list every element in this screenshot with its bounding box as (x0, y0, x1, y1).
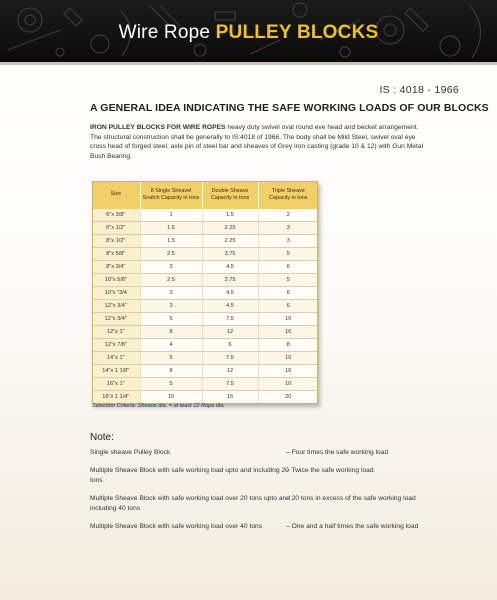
cell-size: 6"x 3/8" (92, 209, 140, 222)
header-size: Size (92, 181, 140, 209)
note-item-left: Multiple Sheave Block with safe working load over 40 tons (90, 523, 263, 530)
cell-size: 12"x 3/4" (92, 313, 140, 326)
note-item-left: Single sheave Pulley Block (90, 449, 171, 456)
cell-single-capacity: 1 (140, 209, 202, 222)
cell-triple-capacity: 10 (258, 313, 318, 326)
cell-triple-capacity: 5 (258, 274, 318, 287)
banner-title-highlight: PULLEY BLOCKS (215, 22, 379, 43)
note-item-right: – Twice the safe working load (286, 467, 374, 474)
banner-divider (0, 62, 497, 65)
banner-title-plain: Wire Rope (118, 22, 211, 43)
note-item-right: – Four times the safe working load (286, 449, 389, 456)
table-body (92, 209, 318, 404)
table-row (92, 287, 318, 300)
cell-size: 16"x 1" (92, 378, 140, 391)
cell-double-capacity: 4.5 (202, 300, 258, 313)
intro-body: heavy duty swivel oval round eve head and becket arrangement. The structural construction shall be generally to IS:4018 of 1966. The body shall be Mild Steel, swivel oval eye cross head of forged steel, axle pin of steel bar and sheaves of Grey iron casting (grade 10 & 12) with Gun Metal Bush Bearing. (90, 124, 424, 160)
cell-size: 6"x 1/2" (92, 222, 140, 235)
cell-double-capacity: 12 (202, 365, 258, 378)
cell-size: 8"x 1/2" (92, 235, 140, 248)
cell-triple-capacity: 16 (258, 365, 318, 378)
table-row (92, 313, 318, 326)
cell-double-capacity: 2.25 (202, 235, 258, 248)
intro-lead: IRON PULLEY BLOCKS FOR WIRE ROPES (90, 124, 226, 131)
cell-triple-capacity: 10 (258, 378, 318, 391)
cell-triple-capacity: 20 (258, 391, 318, 404)
table-row (92, 352, 318, 365)
cell-triple-capacity: 2 (258, 209, 318, 222)
cell-triple-capacity: 5 (258, 248, 318, 261)
note-item-left: Multiple Sheave Block with safe working load over 20 tons upto and including 40 tons (90, 495, 290, 512)
cell-triple-capacity: 10 (258, 352, 318, 365)
header-banner (0, 0, 497, 62)
cell-single-capacity: 10 (140, 391, 202, 404)
cell-double-capacity: 6 (202, 339, 258, 352)
banner-title (0, 22, 497, 44)
cell-double-capacity: 2.25 (202, 222, 258, 235)
cell-single-capacity: 3 (140, 261, 202, 274)
cell-single-capacity: 4 (140, 339, 202, 352)
cell-single-capacity: 2.5 (140, 248, 202, 261)
table-header-row (92, 181, 318, 209)
cell-size: 10"x "3/4 (92, 287, 140, 300)
cell-single-capacity: 3 (140, 300, 202, 313)
cell-size: 10"x 5/8" (92, 274, 140, 287)
header-double-sheave: Double Sheave Capacity in tons (202, 181, 258, 209)
cell-size: 12"x 7/8" (92, 339, 140, 352)
cell-single-capacity: 8 (140, 326, 202, 339)
cell-size: 12"x 3/4" (92, 300, 140, 313)
cell-size: 8"x 5/8" (92, 248, 140, 261)
capacity-table (92, 181, 318, 404)
cell-triple-capacity: 3 (258, 222, 318, 235)
table-row (92, 339, 318, 352)
note-item-right: – 20 tons in excess of the safe working load (286, 495, 416, 502)
cell-triple-capacity: 8 (258, 339, 318, 352)
cell-double-capacity: 12 (202, 326, 258, 339)
table-row (92, 248, 318, 261)
header-single-sheave: 8 Single Sheavel Snatch Capacity in tons (140, 181, 202, 209)
table-row (92, 378, 318, 391)
cell-single-capacity: 1.5 (140, 222, 202, 235)
cell-double-capacity: 15 (202, 391, 258, 404)
cell-single-capacity: 3 (140, 287, 202, 300)
cell-double-capacity: 4.5 (202, 287, 258, 300)
capacity-table-container (92, 181, 318, 404)
cell-single-capacity: 5 (140, 352, 202, 365)
note-title: Note: (90, 432, 114, 443)
cell-double-capacity: 7.5 (202, 378, 258, 391)
table-row (92, 391, 318, 404)
cell-single-capacity: 2.5 (140, 274, 202, 287)
cell-size: 8"x 3/4" (92, 261, 140, 274)
cell-double-capacity: 3.75 (202, 248, 258, 261)
cell-single-capacity: 5 (140, 378, 202, 391)
note-item-right: – One and a half times the safe working load (286, 523, 419, 530)
cell-triple-capacity: 6 (258, 261, 318, 274)
table-row (92, 365, 318, 378)
table-row (92, 235, 318, 248)
cell-double-capacity: 7.5 (202, 352, 258, 365)
cell-single-capacity: 8 (140, 365, 202, 378)
note-item-left: Multiple Sheave Block with safe working load upto and including 20 tons (90, 467, 289, 484)
cell-double-capacity: 7.5 (202, 313, 258, 326)
table-row (92, 274, 318, 287)
intro-paragraph (90, 123, 430, 161)
cell-triple-capacity: 16 (258, 326, 318, 339)
cell-triple-capacity: 6 (258, 300, 318, 313)
cell-triple-capacity: 3 (258, 235, 318, 248)
selection-criteria: Selection Criteria: Sheave dia. = at least 12 Rope dia. (92, 403, 225, 409)
cell-double-capacity: 4.5 (202, 261, 258, 274)
cell-double-capacity: 3.75 (202, 274, 258, 287)
cell-single-capacity: 1.5 (140, 235, 202, 248)
cell-size: 12"x 1" (92, 326, 140, 339)
cell-double-capacity: 1.5 (202, 209, 258, 222)
table-row (92, 209, 318, 222)
cell-size: 16"x 1 1/4" (92, 391, 140, 404)
section-heading: A GENERAL IDEA INDICATING THE SAFE WORKING LOADS OF OUR BLOCKS (90, 102, 489, 114)
table-row (92, 261, 318, 274)
table-row (92, 222, 318, 235)
header-triple-sheave: Triple Sheave Capacity in tons (258, 181, 318, 209)
cell-size: 14"x 1" (92, 352, 140, 365)
cell-size: 14"x 1 1/8" (92, 365, 140, 378)
table-row (92, 326, 318, 339)
cell-triple-capacity: 6 (258, 287, 318, 300)
cell-single-capacity: 5 (140, 313, 202, 326)
table-row (92, 300, 318, 313)
standard-reference: IS : 4018 - 1966 (379, 84, 459, 96)
